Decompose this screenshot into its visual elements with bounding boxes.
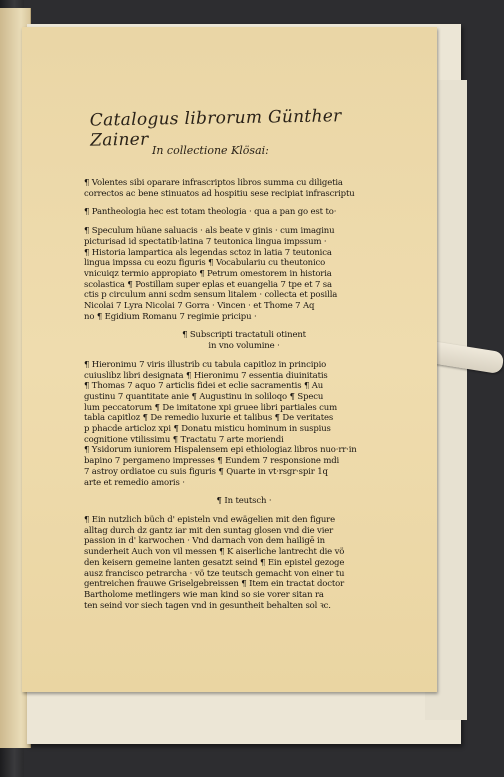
text-line: scolastica ¶ Postillam super eplas et euangelia 7 tpe et 7 sa — [84, 279, 332, 290]
handwritten-title: Catalogus librorum Günther Zainer — [89, 106, 342, 151]
text-line: ¶ In teutsch · — [216, 496, 272, 507]
text-line: ¶ Volentes sibi oparare infrascriptos libros summa cu diligetia — [84, 178, 343, 188]
text-line: arte et remedio amoris · — [84, 477, 185, 488]
text-line: ten seind vor siech tagen vnd in gesuntheit behalten sol ꝛc. — [84, 600, 331, 611]
text-line: bapino 7 pergameno impresses ¶ Eundem 7 responsione mdi — [84, 456, 340, 467]
text-line: ¶ Historia lampartica als legendas sctoz in latia 7 teutonica — [84, 247, 332, 258]
text-line: Nicolai 7 Lyra Nicolai 7 Gorra · Vincen · et Thome 7 Aq — [84, 301, 315, 312]
text-line: ausz francisco petrarcha · vö tze teutsch gemacht von einer tu — [84, 568, 345, 579]
text-paragraph — [84, 496, 384, 507]
text-line: lingua impssa cu eozu figuris ¶ Vocabulariu cu theutonico — [84, 258, 326, 269]
text-line: in vno volumine · — [208, 341, 280, 352]
text-line: correctos ac bene stinuatos ad hospitiu sese recipiat infrascriptu — [84, 188, 355, 199]
text-line: ctis p circulum anni scdm sensum litalem · collecta et posilla — [84, 290, 338, 301]
text-line: p phacde articloz xpi ¶ Donatu misticu hominum in suspius — [84, 424, 331, 435]
text-line: den keisern gemeine lanten gesatzt seind ¶ Ein epistel gezoge — [84, 557, 345, 568]
text-line: ¶ Ein nutzlich büch d' episteln vnd ewägelien mit den figure — [84, 514, 335, 525]
text-line: ¶ Subscripti tractatuli otinent — [182, 330, 306, 341]
text-line: alltag durch dz gantz iar mit den suntag glosen vnd die vier — [84, 525, 334, 536]
text-line: sunderheit Auch von vil messen ¶ K aiserliche lantrecht die vö — [84, 547, 345, 558]
text-paragraph — [84, 226, 384, 322]
text-paragraph — [84, 330, 384, 351]
text-paragraph — [84, 515, 384, 611]
text-line: vnicuiqz termio appropiato ¶ Petrum omestorem in historia — [84, 268, 332, 279]
text-line: gustinu 7 quantitate anie ¶ Augustinu in soliloqo ¶ Specu — [84, 391, 324, 402]
text-line: ¶ Ysidorum iuniorem Hispalensem epi ethiologiaz libros nuo·rr·in — [84, 445, 357, 456]
printed-text-block — [84, 178, 384, 619]
text-line: tabla capitloz ¶ De remedio luxurie et talibus ¶ De veritates — [84, 413, 334, 424]
text-line: no ¶ Egidium Romanu 7 regimie pricipu · — [84, 311, 257, 322]
text-line: gentreichen frauwe Griselgebreissen ¶ Item ein tractat doctor — [84, 579, 344, 590]
text-line: ¶ Hieronimu 7 viris illustrib cu tabula capitloz in principio — [84, 359, 327, 370]
text-paragraph — [84, 207, 384, 218]
handwritten-subtitle: In collectione Klösai: — [152, 144, 269, 157]
text-line: cognitione vtilissimu ¶ Tractatu 7 arte moriendi — [84, 434, 284, 445]
text-line: 7 astroy ordiatoe cu suis figuris ¶ Quarte in vt·rsgr·spir 1q — [84, 466, 328, 477]
text-line: lum peccatorum ¶ De imitatone xpi gruee libri partiales cum — [84, 402, 338, 413]
text-paragraph — [84, 360, 384, 488]
text-paragraph — [84, 178, 384, 199]
text-line: picturisad id spectatib·latina 7 teutonica lingua impssum · — [84, 236, 327, 247]
text-line: ¶ Pantheologia hec est totam theologia · qua a pan go est to· — [84, 207, 337, 218]
text-line: cuiuslibz libri designata ¶ Hieronimu 7 essentia diuinitatis — [84, 370, 328, 381]
text-line: ¶ Speculum hüane saluacis · als beate v ginis · cum imaginu — [84, 226, 335, 237]
text-line: passion in d' karwochen · Vnd darnach von dem hailigē in — [84, 536, 325, 547]
text-line: ¶ Thomas 7 aquo 7 articlis fidei et eclie sacramentis ¶ Au — [84, 381, 324, 392]
text-line: Bartholome metlingers wie man kind so sie vorer sitan ra — [84, 589, 324, 600]
